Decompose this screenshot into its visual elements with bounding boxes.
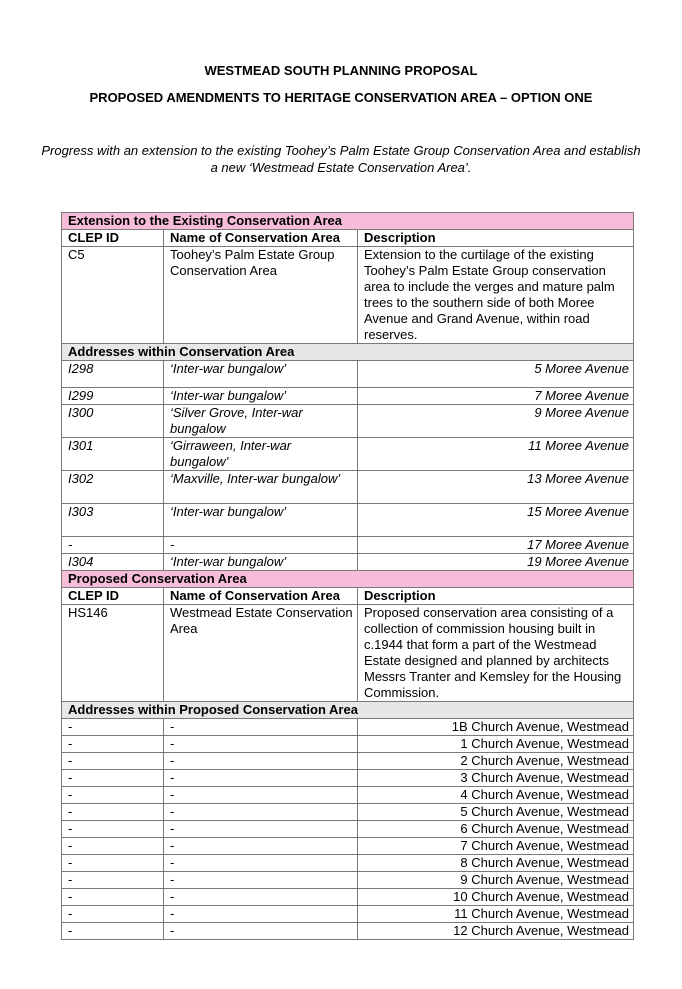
column-header-clep-id: CLEP ID bbox=[62, 230, 164, 247]
item-name-cell: - bbox=[164, 923, 358, 940]
table-row bbox=[62, 821, 634, 838]
item-name-cell: - bbox=[164, 906, 358, 923]
address-cell: 4 Church Avenue, Westmead bbox=[358, 787, 634, 804]
table-row bbox=[62, 838, 634, 855]
address-cell: 17 Moree Avenue bbox=[358, 537, 634, 554]
table-row bbox=[62, 361, 634, 388]
item-name-cell: - bbox=[164, 821, 358, 838]
section-header-proposed bbox=[62, 571, 634, 588]
table-row bbox=[62, 719, 634, 736]
item-id-cell: - bbox=[62, 719, 164, 736]
item-id-cell: - bbox=[62, 753, 164, 770]
table-row bbox=[62, 471, 634, 504]
item-name-cell: - bbox=[164, 889, 358, 906]
item-id-cell: - bbox=[62, 537, 164, 554]
address-cell: 7 Moree Avenue bbox=[358, 388, 634, 405]
item-name-cell: - bbox=[164, 838, 358, 855]
item-id-cell: - bbox=[62, 821, 164, 838]
conservation-area-row bbox=[62, 247, 634, 344]
item-name-cell: ‘Inter-war bungalow’ bbox=[164, 554, 358, 571]
address-cell: 9 Church Avenue, Westmead bbox=[358, 872, 634, 889]
item-name-cell: - bbox=[164, 787, 358, 804]
table-row bbox=[62, 787, 634, 804]
address-cell: 7 Church Avenue, Westmead bbox=[358, 838, 634, 855]
item-id-cell: I299 bbox=[62, 388, 164, 405]
section-title: Extension to the Existing Conservation Area bbox=[62, 213, 634, 230]
table-row bbox=[62, 804, 634, 821]
address-cell: 1 Church Avenue, Westmead bbox=[358, 736, 634, 753]
address-cell: 13 Moree Avenue bbox=[358, 471, 634, 504]
item-id-cell: - bbox=[62, 770, 164, 787]
item-name-cell: - bbox=[164, 872, 358, 889]
item-name-cell: - bbox=[164, 770, 358, 787]
address-cell: 10 Church Avenue, Westmead bbox=[358, 889, 634, 906]
address-cell: 8 Church Avenue, Westmead bbox=[358, 855, 634, 872]
item-id-cell: I303 bbox=[62, 504, 164, 537]
item-id-cell: I301 bbox=[62, 438, 164, 471]
item-name-cell: ‘Maxville, Inter-war bungalow’ bbox=[164, 471, 358, 504]
table-row bbox=[62, 753, 634, 770]
description-cell: Extension to the curtilage of the existing Toohey’s Palm Estate Group conservation area to include the verges and mature palm trees to the southern side of both Moree Avenue and Grand Avenue, within road reserves. bbox=[358, 247, 634, 344]
item-name-cell: - bbox=[164, 537, 358, 554]
item-id-cell: - bbox=[62, 906, 164, 923]
section-header-existing bbox=[62, 213, 634, 230]
address-cell: 19 Moree Avenue bbox=[358, 554, 634, 571]
column-header-name: Name of Conservation Area bbox=[164, 230, 358, 247]
address-cell: 2 Church Avenue, Westmead bbox=[358, 753, 634, 770]
item-id-cell: I302 bbox=[62, 471, 164, 504]
document-title: WESTMEAD SOUTH PLANNING PROPOSAL bbox=[204, 63, 478, 78]
item-id-cell: - bbox=[62, 855, 164, 872]
column-header-name: Name of Conservation Area bbox=[164, 588, 358, 605]
item-name-cell: - bbox=[164, 719, 358, 736]
table-row bbox=[62, 889, 634, 906]
clep-id-cell: C5 bbox=[62, 247, 164, 344]
table-row bbox=[62, 504, 634, 537]
item-name-cell: - bbox=[164, 753, 358, 770]
table-row bbox=[62, 388, 634, 405]
table-row bbox=[62, 405, 634, 438]
addresses-title: Addresses within Proposed Conservation Area bbox=[62, 702, 634, 719]
item-name-cell: ‘Inter-war bungalow’ bbox=[164, 388, 358, 405]
item-id-cell: - bbox=[62, 736, 164, 753]
item-name-cell: ‘Inter-war bungalow’ bbox=[164, 361, 358, 388]
address-cell: 11 Moree Avenue bbox=[358, 438, 634, 471]
item-name-cell: - bbox=[164, 804, 358, 821]
addresses-header bbox=[62, 344, 634, 361]
column-header-row bbox=[62, 230, 634, 247]
column-header-description: Description bbox=[358, 230, 634, 247]
address-cell: 1B Church Avenue, Westmead bbox=[358, 719, 634, 736]
table-row bbox=[62, 872, 634, 889]
area-name-cell: Toohey’s Palm Estate Group Conservation Area bbox=[164, 247, 358, 344]
section-title: Proposed Conservation Area bbox=[62, 571, 634, 588]
item-name-cell: ‘Girraween, Inter-war bungalow’ bbox=[164, 438, 358, 471]
item-name-cell: ‘Silver Grove, Inter-war bungalow bbox=[164, 405, 358, 438]
description-cell: Proposed conservation area consisting of a collection of commission housing built in c.1944 that form a part of the Westmead Estate designed and planned by architects Messrs Tranter and Kemsley for the Housing Commission. bbox=[358, 605, 634, 702]
table-row bbox=[62, 906, 634, 923]
heritage-table bbox=[61, 212, 634, 940]
item-name-cell: - bbox=[164, 736, 358, 753]
addresses-title: Addresses within Conservation Area bbox=[62, 344, 634, 361]
address-cell: 5 Church Avenue, Westmead bbox=[358, 804, 634, 821]
table-row bbox=[62, 770, 634, 787]
address-cell: 5 Moree Avenue bbox=[358, 361, 634, 388]
item-id-cell: - bbox=[62, 838, 164, 855]
item-id-cell: - bbox=[62, 889, 164, 906]
table-row bbox=[62, 537, 634, 554]
column-header-clep-id: CLEP ID bbox=[62, 588, 164, 605]
conservation-area-row bbox=[62, 605, 634, 702]
table-row bbox=[62, 923, 634, 940]
item-id-cell: I298 bbox=[62, 361, 164, 388]
table-row bbox=[62, 438, 634, 471]
column-header-row bbox=[62, 588, 634, 605]
item-id-cell: I304 bbox=[62, 554, 164, 571]
item-id-cell: - bbox=[62, 872, 164, 889]
address-cell: 3 Church Avenue, Westmead bbox=[358, 770, 634, 787]
item-name-cell: - bbox=[164, 855, 358, 872]
table-row bbox=[62, 855, 634, 872]
item-id-cell: I300 bbox=[62, 405, 164, 438]
clep-id-cell: HS146 bbox=[62, 605, 164, 702]
item-id-cell: - bbox=[62, 804, 164, 821]
column-header-description: Description bbox=[358, 588, 634, 605]
table-row bbox=[62, 736, 634, 753]
address-cell: 15 Moree Avenue bbox=[358, 504, 634, 537]
item-id-cell: - bbox=[62, 787, 164, 804]
document-subtitle: PROPOSED AMENDMENTS TO HERITAGE CONSERVATION AREA – OPTION ONE bbox=[89, 90, 593, 105]
area-name-cell: Westmead Estate Conservation Area bbox=[164, 605, 358, 702]
intro-paragraph: Progress with an extension to the existing Toohey’s Palm Estate Group Conservation Area and establish a new ‘Westmead Estate Conservation Area’. bbox=[41, 143, 641, 175]
item-name-cell: ‘Inter-war bungalow’ bbox=[164, 504, 358, 537]
address-cell: 6 Church Avenue, Westmead bbox=[358, 821, 634, 838]
item-id-cell: - bbox=[62, 923, 164, 940]
address-cell: 9 Moree Avenue bbox=[358, 405, 634, 438]
address-cell: 11 Church Avenue, Westmead bbox=[358, 906, 634, 923]
addresses-header bbox=[62, 702, 634, 719]
address-cell: 12 Church Avenue, Westmead bbox=[358, 923, 634, 940]
table-row bbox=[62, 554, 634, 571]
